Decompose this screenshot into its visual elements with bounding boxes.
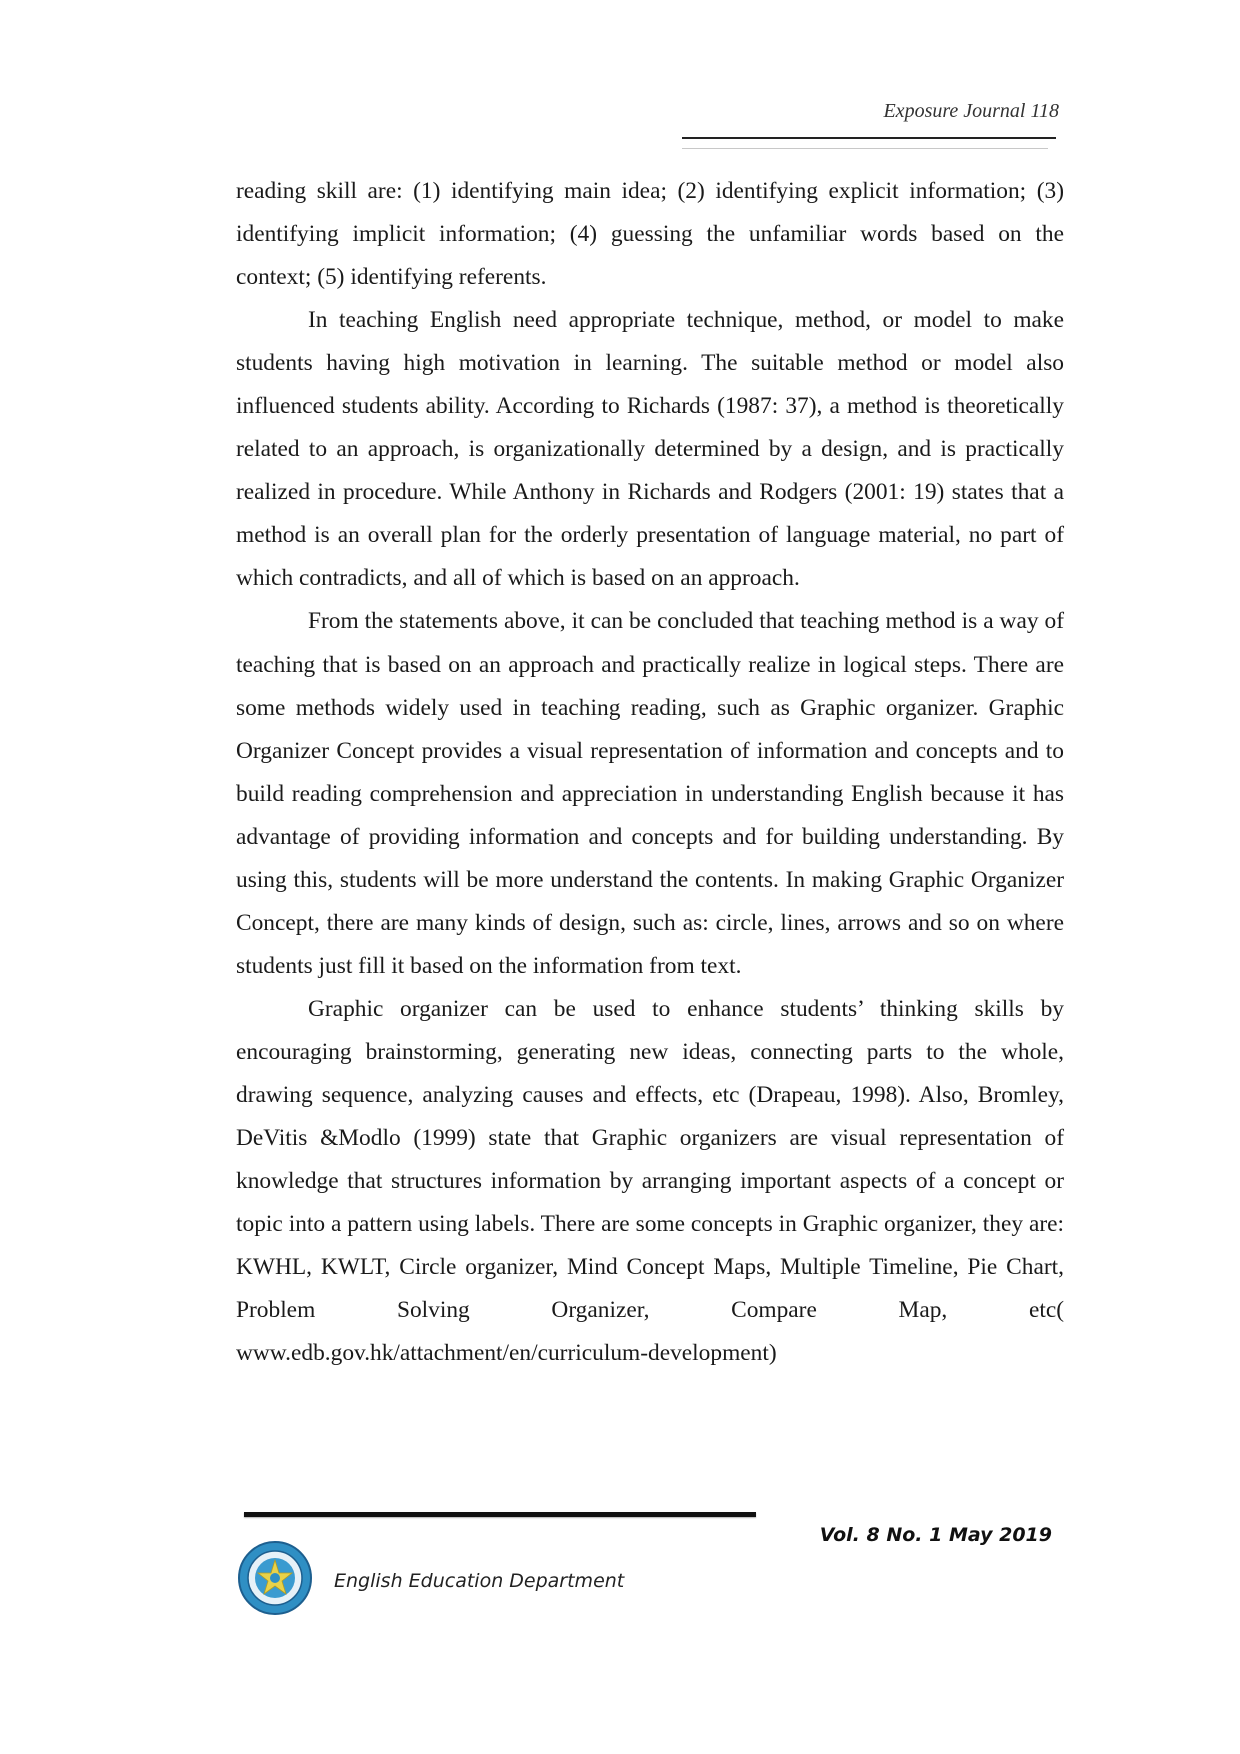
paragraph: In teaching English need appropriate technique, method, or model to make students having high motivation in learning. The suitable method or model also influenced students ability. According to Richards (1987: 37), a method is theoretically related to an approach, is organizationally determined by a design, and is practically realized in procedure. While Anthony in Richards and Rodgers (2001: 19) states that a method is an overall plan for the orderly presentation of language material, no part of which contradicts, and all of which is based on an approach. xyxy=(236,307,1064,592)
header-divider-thin xyxy=(682,148,1048,149)
paragraph: Graphic organizer can be used to enhance students’ thinking skills by encouraging brainstorming, generating new ideas, connecting parts to the whole, drawing sequence, analyzing causes and effects, etc (Drapeau, 1998). Also, Bromley, DeVitis &Modlo (1999) state that Graphic organizers are visual representation of knowledge that structures information by arranging important aspects of a concept or topic into a pattern using labels. There are some concepts in Graphic organizer, they are: KWHL, KWLT, Circle organizer, Mind Concept Maps, Multiple Timeline, Pie Chart, Problem Solving Organizer, Compare Map, etc( www.edb.gov.hk/attachment/en/curriculum-development) xyxy=(236,995,1064,1367)
header-divider xyxy=(682,137,1056,139)
article-body xyxy=(236,170,1064,1375)
volume-info: Vol. 8 No. 1 May 2019 xyxy=(819,1524,1052,1546)
paragraph: reading skill are: (1) identifying main idea; (2) identifying explicit information; (3) identifying implicit information; (4) guessing the unfamiliar words based on the context; (5) identifying referents. xyxy=(236,178,1064,291)
journal-header-title: Exposure Journal 118 xyxy=(883,100,1059,122)
university-seal-icon xyxy=(237,1540,313,1616)
footer-divider xyxy=(244,1512,756,1517)
paragraph: From the statements above, it can be concluded that teaching method is a way of teaching that is based on an approach and practically realize in logical steps. There are some methods widely used in teaching reading, such as Graphic organizer. Graphic Organizer Concept provides a visual representation of information and concepts and to build reading comprehension and appreciation in understanding English because it has advantage of providing information and concepts and for building understanding. By using this, students will be more understand the contents. In making Graphic Organizer Concept, there are many kinds of design, such as: circle, lines, arrows and so on where students just fill it based on the information from text. xyxy=(236,608,1064,979)
department-name: English Education Department xyxy=(334,1570,625,1592)
